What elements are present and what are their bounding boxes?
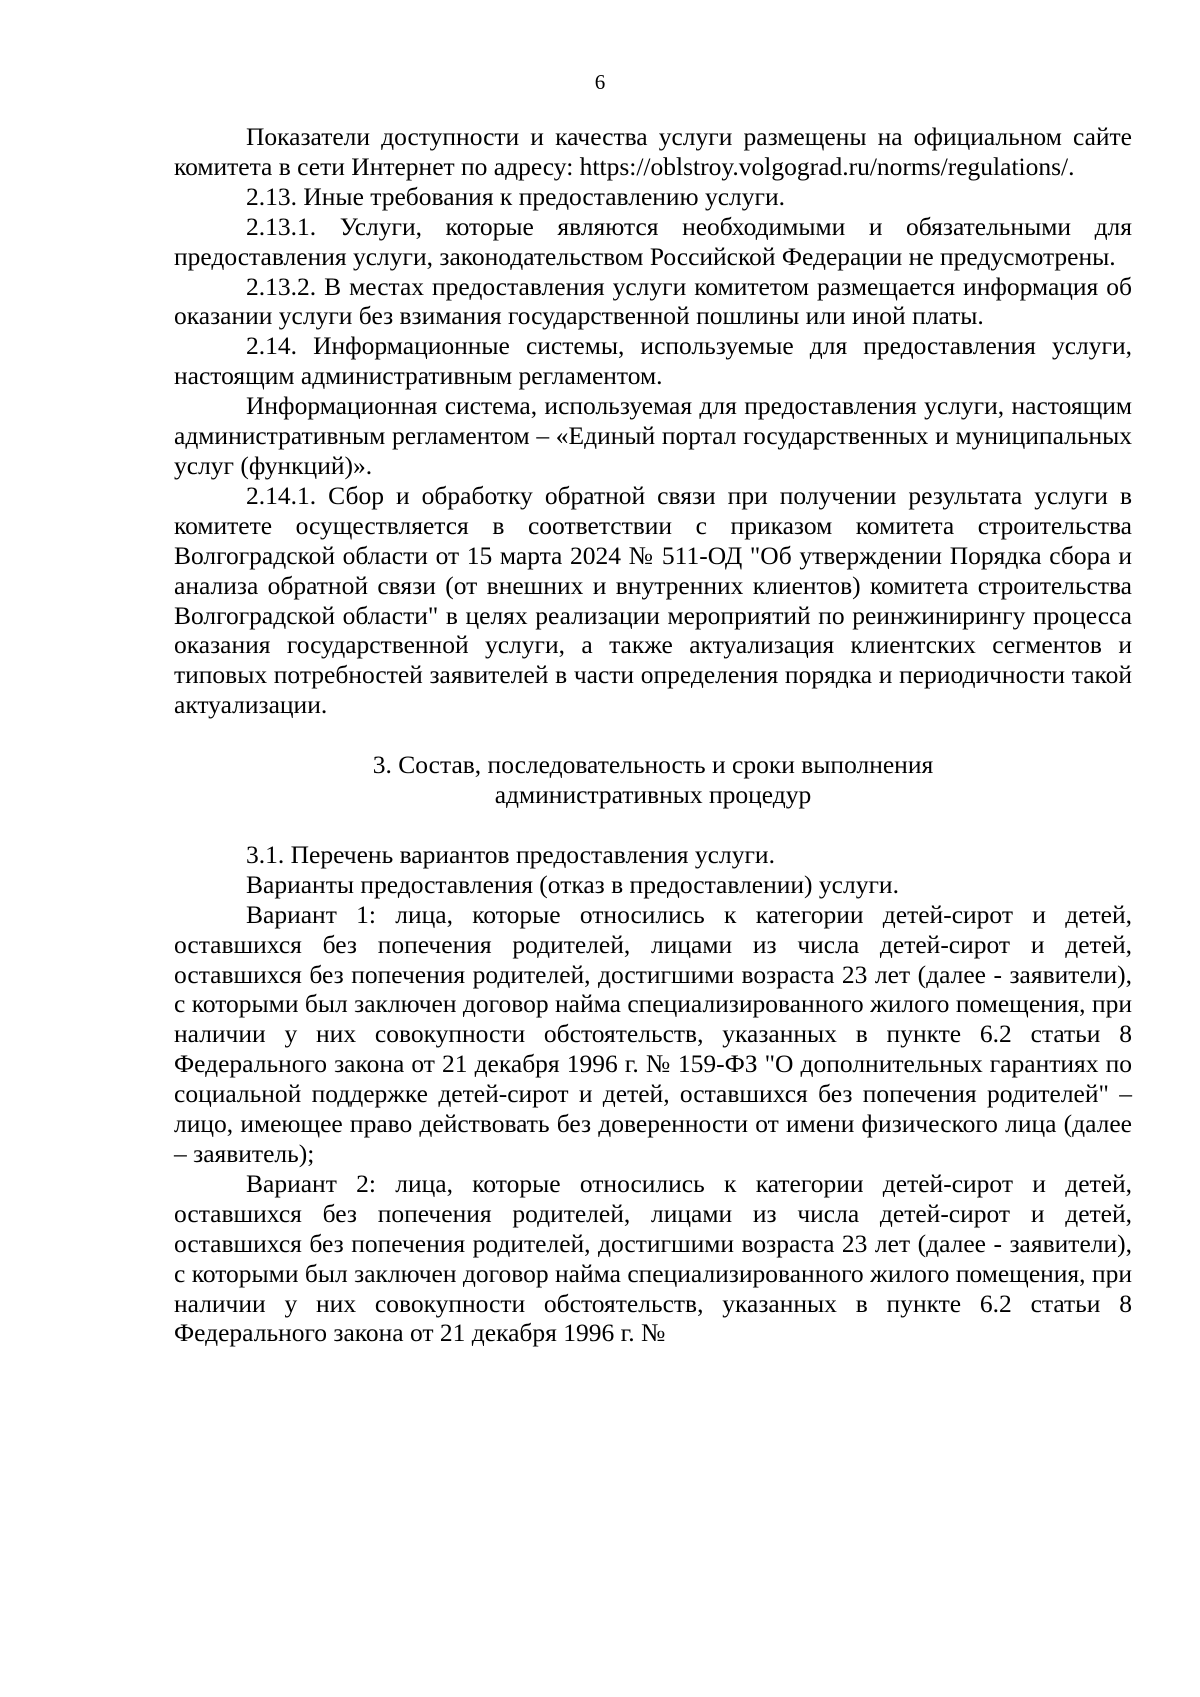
paragraph-variant-1: Вариант 1: лица, которые относились к категории детей-сирот и детей, оставшихся без попечения родителей, лицами из числа детей-сирот и детей, оставшихся без попечения родителей, достигшими возраста 23 лет (далее - заявители), с которыми был заключен договор найма специализированного жилого помещения, при наличии у них совокупности обстоятельств, указанных в пункте 6.2 статьи 8 Федерального закона от 21 декабря 1996 г. № 159-ФЗ "О дополнительных гарантиях по социальной поддержке детей-сирот и детей, оставшихся без попечения родителей" – лицо, имеющее право действовать без доверенности от имени физического лица (далее – заявитель); xyxy=(174,899,1132,1168)
section-heading xyxy=(174,750,1132,810)
paragraph-2-13: 2.13. Иные требования к предоставлению услуги. xyxy=(246,181,786,211)
paragraph-3-1: 3.1. Перечень вариантов предоставления услуги. xyxy=(246,839,775,869)
paragraph-variants: Варианты предоставления (отказ в предоставлении) услуги. xyxy=(246,869,899,899)
paragraph-quality-indicators: Показатели доступности и качества услуги размещены на официальном сайте комитета в сети Интернет по адресу: https://oblstroy.volgograd.ru/norms/regulations/. xyxy=(174,122,1132,181)
paragraph-2-13-2: 2.13.2. В местах предоставления услуги комитетом размещается информация об оказании услуги без взимания государственной пошлины или иной платы. xyxy=(174,271,1132,331)
page-number: 6 xyxy=(594,70,606,94)
section-heading-line-2: административных процедур xyxy=(494,780,812,810)
paragraph-2-13-1: 2.13.1. Услуги, которые являются необходимыми и обязательными для предоставления услуги, законодательством Российской Федерации не предусмотрены. xyxy=(174,211,1132,271)
document-body xyxy=(174,122,1132,1348)
paragraph-2-14-1: 2.14.1. Сбор и обработку обратной связи при получении результата услуги в комитете осуществляется в соответствии с приказом комитета строительства Волгоградской области от 15 марта 2024 № 511-ОД "Об утверждении Порядка сбора и анализа обратной связи (от внешних и внутренних клиентов) комитета строительства Волгоградской области" в целях реализации мероприятий по реинжинирингу процесса оказания государственной услуги, а также актуализация клиентских сегментов и типовых потребностей заявителей в части определения порядка и периодичности такой актуализации. xyxy=(174,480,1132,720)
paragraph-variant-2: Вариант 2: лица, которые относились к категории детей-сирот и детей, оставшихся без попечения родителей, лицами из числа детей-сирот и детей, оставшихся без попечения родителей, достигшими возраста 23 лет (далее - заявители), с которыми был заключен договор найма специализированного жилого помещения, при наличии у них совокупности обстоятельств, указанных в пункте 6.2 статьи 8 Федерального закона от 21 декабря 1996 г. № xyxy=(174,1168,1132,1348)
paragraph-information-system: Информационная система, используемая для предоставления услуги, настоящим административным регламентом – «Единый портал государственных и муниципальных услуг (функций)». xyxy=(174,391,1132,480)
section-heading-line-1: 3. Состав, последовательность и сроки выполнения xyxy=(372,750,934,780)
paragraph-2-14: 2.14. Информационные системы, используемые для предоставления услуги, настоящим административным регламентом. xyxy=(174,331,1132,391)
